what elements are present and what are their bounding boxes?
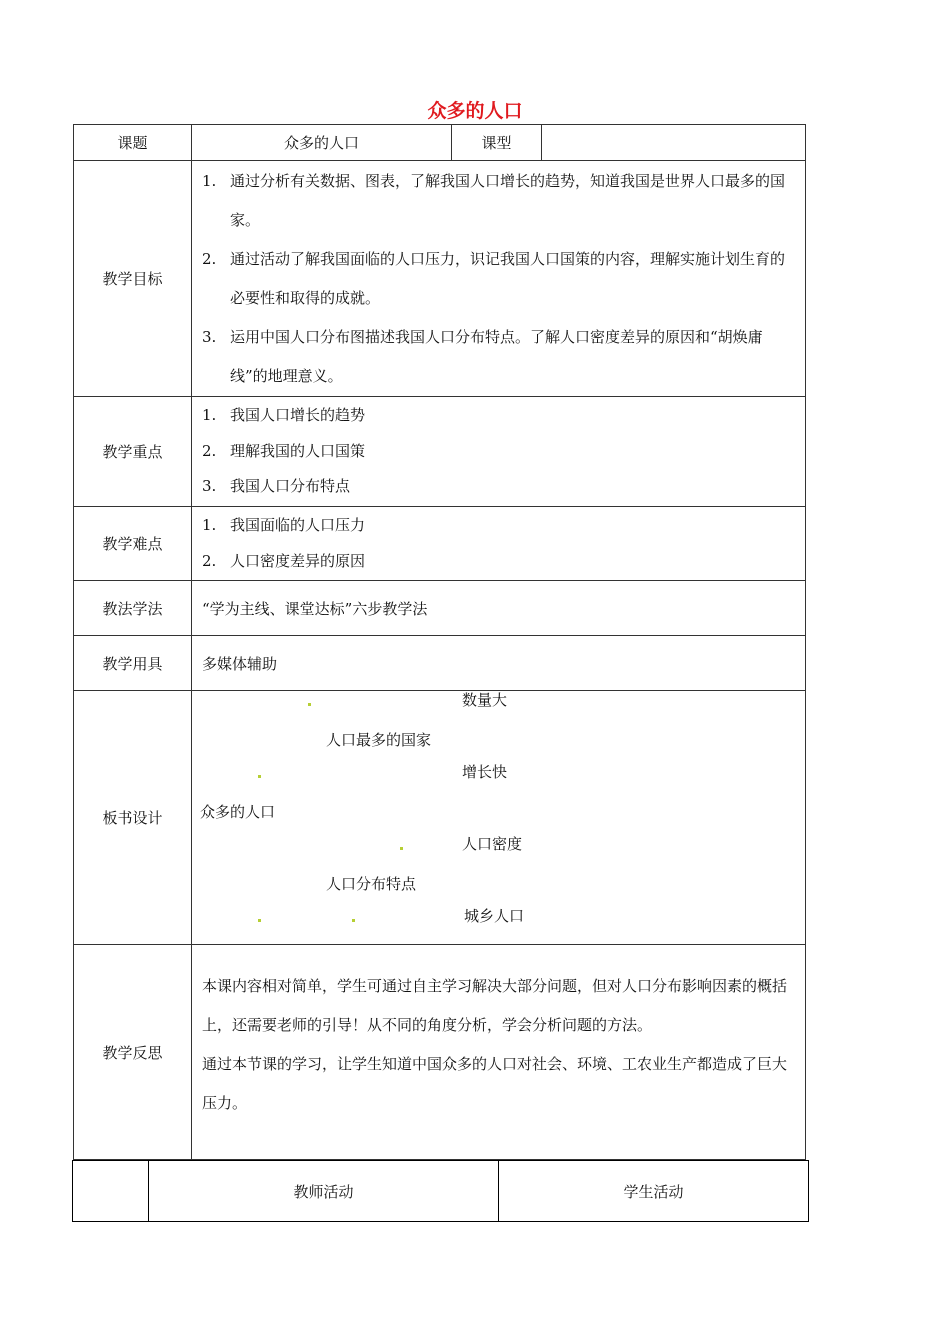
key-point-item: 3. 我国人口分布特点 xyxy=(202,477,351,496)
topic-value: 众多的人口 xyxy=(192,125,452,161)
method-value: “学为主线、课堂达标”六步教学法 xyxy=(192,581,806,636)
key-points-content xyxy=(192,397,806,507)
key-point-item: 1. 我国人口增长的趋势 xyxy=(202,406,366,425)
key-point-item: 2. 理解我国的人口国策 xyxy=(202,441,366,460)
student-activity-header: 学生活动 xyxy=(499,1161,809,1222)
difficulties-content xyxy=(192,507,806,581)
board-branch-distribution: 人口分布特点 xyxy=(326,875,417,893)
activity-blank-cell xyxy=(73,1161,149,1222)
reflection-paragraph: 通过本节课的学习，让学生知道中国众多的人口对社会、环境、工农业生产都造成了巨大压力。 xyxy=(202,1055,788,1112)
speck xyxy=(308,703,311,706)
board-diagram xyxy=(192,691,805,944)
topic-row xyxy=(74,125,806,161)
activity-table xyxy=(72,1160,809,1222)
difficulty-item: 1. 我国面临的人口压力 xyxy=(202,516,366,534)
type-value xyxy=(542,125,806,161)
key-points-label: 教学重点 xyxy=(74,397,192,507)
goal-item: 3. 运用中国人口分布图描述我国人口分布特点。了解人口密度差异的原因和“胡焕庸线”的地理意义。 xyxy=(202,327,763,385)
reflection-paragraph: 本课内容相对简单，学生可通过自主学习解决大部分问题，但对人口分布影响因素的概括上，还需要老师的引导！从不同的角度分析，学会分析问题的方法。 xyxy=(202,977,788,1034)
tools-row xyxy=(74,636,806,691)
reflection-content xyxy=(192,945,806,1160)
board-label: 板书设计 xyxy=(74,691,192,945)
activity-header-row xyxy=(73,1161,809,1222)
method-row xyxy=(74,581,806,636)
goals-label: 教学目标 xyxy=(74,161,192,397)
board-leaf-urban-rural: 城乡人口 xyxy=(464,907,525,925)
goals-row xyxy=(74,161,806,397)
board-branch-most-populous: 人口最多的国家 xyxy=(326,731,432,749)
speck xyxy=(400,847,403,850)
board-row xyxy=(74,691,806,945)
board-leaf-density: 人口密度 xyxy=(462,835,523,853)
goal-item: 1. 通过分析有关数据、图表，了解我国人口增长的趋势，知道我国是世界人口最多的国家。 xyxy=(202,171,786,229)
difficulty-item: 2. 人口密度差异的原因 xyxy=(202,551,366,570)
difficulties-label: 教学难点 xyxy=(74,507,192,581)
goals-content xyxy=(192,161,806,397)
tools-value: 多媒体辅助 xyxy=(192,636,806,691)
speck xyxy=(352,919,355,922)
tools-label: 教学用具 xyxy=(74,636,192,691)
page-title: 众多的人口 xyxy=(427,100,523,122)
reflection-row xyxy=(74,945,806,1160)
reflection-label: 教学反思 xyxy=(74,945,192,1160)
speck xyxy=(258,775,261,778)
board-content xyxy=(192,691,806,945)
board-leaf-quantity: 数量大 xyxy=(462,691,508,709)
goal-item: 2. 通过活动了解我国面临的人口压力，识记我国人口国策的内容，理解实施计划生育的必要性和取得的成就。 xyxy=(202,249,786,307)
difficulties-row xyxy=(74,507,806,581)
board-root: 众多的人口 xyxy=(200,803,276,821)
method-label: 教法学法 xyxy=(74,581,192,636)
speck xyxy=(258,919,261,922)
key-points-row xyxy=(74,397,806,507)
teacher-activity-header: 教师活动 xyxy=(149,1161,499,1222)
lesson-plan-table xyxy=(73,124,806,1160)
topic-label: 课题 xyxy=(74,125,192,161)
type-label: 课型 xyxy=(452,125,542,161)
board-leaf-growth: 增长快 xyxy=(462,763,508,781)
